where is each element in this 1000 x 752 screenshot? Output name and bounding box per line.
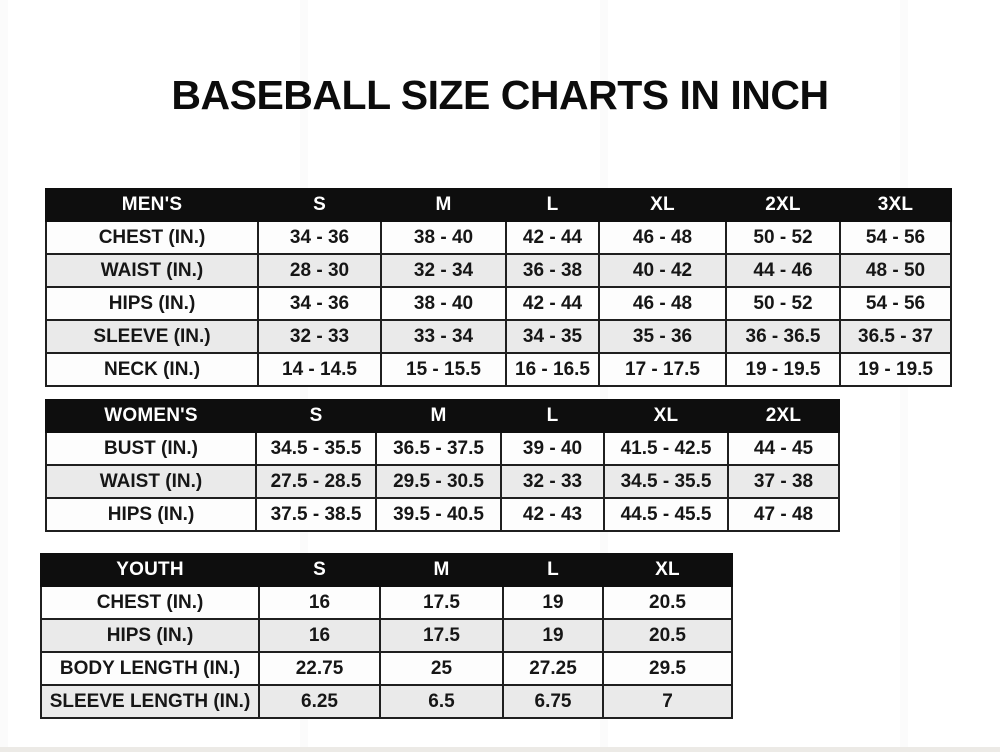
value-cell: 54 - 56 [840, 221, 951, 254]
value-cell: 14 - 14.5 [258, 353, 381, 386]
value-cell: 44 - 45 [728, 432, 839, 465]
column-header-cell: L [503, 554, 603, 586]
size-table-youth [40, 553, 733, 719]
value-cell: 19 - 19.5 [726, 353, 840, 386]
value-cell: 48 - 50 [840, 254, 951, 287]
value-cell: 19 - 19.5 [840, 353, 951, 386]
table-row [41, 586, 732, 619]
value-cell: 38 - 40 [381, 221, 506, 254]
value-cell: 40 - 42 [599, 254, 726, 287]
value-cell: 46 - 48 [599, 287, 726, 320]
value-cell: 32 - 34 [381, 254, 506, 287]
row-label-cell: BODY LENGTH (IN.) [41, 652, 259, 685]
page-title: BASEBALL SIZE CHARTS IN INCH [171, 72, 829, 118]
value-cell: 32 - 33 [501, 465, 604, 498]
table-row [46, 221, 951, 254]
value-cell: 20.5 [603, 586, 732, 619]
table-row [46, 254, 951, 287]
value-cell: 6.25 [259, 685, 380, 718]
value-cell: 37.5 - 38.5 [256, 498, 376, 531]
value-cell: 50 - 52 [726, 287, 840, 320]
header-row [46, 400, 839, 432]
column-header-cell: 2XL [726, 189, 840, 221]
size-table-mens [45, 188, 952, 387]
value-cell: 42 - 44 [506, 221, 599, 254]
value-cell: 39 - 40 [501, 432, 604, 465]
row-label-cell: WAIST (IN.) [46, 254, 258, 287]
size-table-anchor-womens [45, 399, 840, 532]
column-header-cell: S [259, 554, 380, 586]
column-header-cell: XL [604, 400, 728, 432]
table-row [46, 287, 951, 320]
value-cell: 6.75 [503, 685, 603, 718]
value-cell: 38 - 40 [381, 287, 506, 320]
value-cell: 37 - 38 [728, 465, 839, 498]
header-row [46, 189, 951, 221]
size-table-anchor-mens [45, 188, 952, 387]
value-cell: 42 - 43 [501, 498, 604, 531]
value-cell: 54 - 56 [840, 287, 951, 320]
column-header-cell: 3XL [840, 189, 951, 221]
value-cell: 19 [503, 586, 603, 619]
value-cell: 42 - 44 [506, 287, 599, 320]
table-row [41, 619, 732, 652]
column-header-cell: M [380, 554, 503, 586]
value-cell: 15 - 15.5 [381, 353, 506, 386]
table-row [41, 685, 732, 718]
value-cell: 36.5 - 37.5 [376, 432, 501, 465]
value-cell: 28 - 30 [258, 254, 381, 287]
value-cell: 17 - 17.5 [599, 353, 726, 386]
value-cell: 36 - 36.5 [726, 320, 840, 353]
value-cell: 34 - 36 [258, 287, 381, 320]
value-cell: 16 - 16.5 [506, 353, 599, 386]
column-header-cell: M [376, 400, 501, 432]
table-row [41, 652, 732, 685]
table-row [46, 465, 839, 498]
value-cell: 17.5 [380, 619, 503, 652]
value-cell: 34.5 - 35.5 [256, 432, 376, 465]
value-cell: 32 - 33 [258, 320, 381, 353]
photo-edge-artifact [0, 747, 1000, 752]
value-cell: 36 - 38 [506, 254, 599, 287]
value-cell: 7 [603, 685, 732, 718]
column-header-cell: XL [599, 189, 726, 221]
value-cell: 41.5 - 42.5 [604, 432, 728, 465]
value-cell: 44 - 46 [726, 254, 840, 287]
column-header-cell: 2XL [728, 400, 839, 432]
value-cell: 33 - 34 [381, 320, 506, 353]
value-cell: 19 [503, 619, 603, 652]
value-cell: 27.5 - 28.5 [256, 465, 376, 498]
table-row [46, 498, 839, 531]
value-cell: 17.5 [380, 586, 503, 619]
value-cell: 29.5 [603, 652, 732, 685]
value-cell: 27.25 [503, 652, 603, 685]
value-cell: 22.75 [259, 652, 380, 685]
row-label-cell: HIPS (IN.) [41, 619, 259, 652]
row-label-cell: SLEEVE (IN.) [46, 320, 258, 353]
value-cell: 34 - 35 [506, 320, 599, 353]
value-cell: 47 - 48 [728, 498, 839, 531]
value-cell: 44.5 - 45.5 [604, 498, 728, 531]
row-label-cell: WAIST (IN.) [46, 465, 256, 498]
value-cell: 35 - 36 [599, 320, 726, 353]
value-cell: 34 - 36 [258, 221, 381, 254]
column-header-cell: S [256, 400, 376, 432]
value-cell: 39.5 - 40.5 [376, 498, 501, 531]
value-cell: 6.5 [380, 685, 503, 718]
column-header-cell: L [506, 189, 599, 221]
value-cell: 36.5 - 37 [840, 320, 951, 353]
row-label-cell: BUST (IN.) [46, 432, 256, 465]
table-row [46, 320, 951, 353]
column-header-cell: S [258, 189, 381, 221]
table-row [46, 353, 951, 386]
column-header-cell: XL [603, 554, 732, 586]
value-cell: 20.5 [603, 619, 732, 652]
value-cell: 16 [259, 586, 380, 619]
value-cell: 29.5 - 30.5 [376, 465, 501, 498]
row-label-cell: HIPS (IN.) [46, 498, 256, 531]
row-label-cell: HIPS (IN.) [46, 287, 258, 320]
size-table-anchor-youth [40, 553, 733, 719]
value-cell: 46 - 48 [599, 221, 726, 254]
table-title-cell: MEN'S [46, 189, 258, 221]
row-label-cell: CHEST (IN.) [46, 221, 258, 254]
row-label-cell: SLEEVE LENGTH (IN.) [41, 685, 259, 718]
value-cell: 25 [380, 652, 503, 685]
row-label-cell: CHEST (IN.) [41, 586, 259, 619]
value-cell: 50 - 52 [726, 221, 840, 254]
column-header-cell: M [381, 189, 506, 221]
row-label-cell: NECK (IN.) [46, 353, 258, 386]
column-header-cell: L [501, 400, 604, 432]
table-title-cell: YOUTH [41, 554, 259, 586]
header-row [41, 554, 732, 586]
table-row [46, 432, 839, 465]
table-title-cell: WOMEN'S [46, 400, 256, 432]
value-cell: 34.5 - 35.5 [604, 465, 728, 498]
size-table-womens [45, 399, 840, 532]
value-cell: 16 [259, 619, 380, 652]
